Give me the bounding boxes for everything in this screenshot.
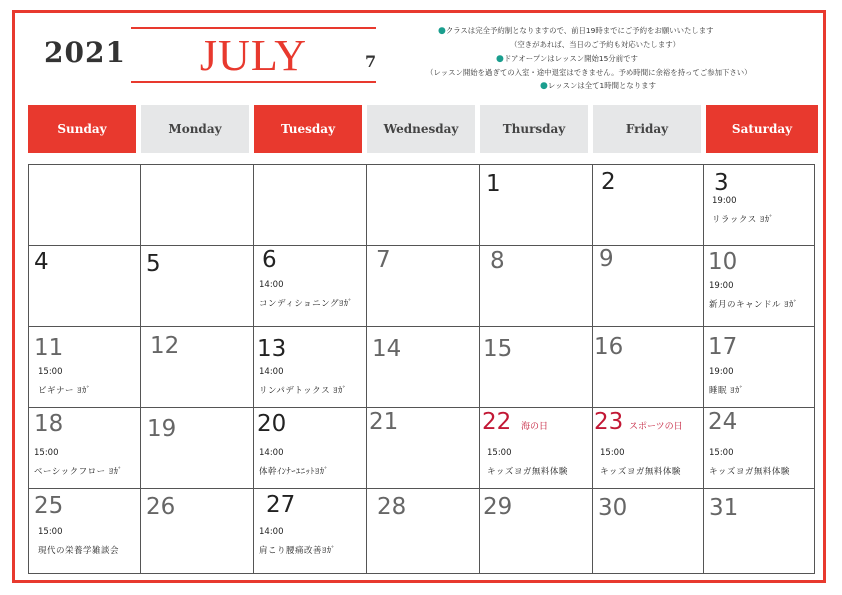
month-number: 7 [365, 52, 377, 71]
day-cell-11[interactable] [28, 326, 141, 408]
note-line: ●クラスは完全予約制となりますので、前日19時までにご予約をお願いいたします [438, 26, 714, 36]
lesson-name: リンパデトックス ﾖｶﾞ [259, 386, 348, 396]
day-number: 26 [146, 494, 176, 520]
month-title: JULY [199, 31, 308, 80]
lesson-name: コンディショニングﾖｶﾞ [259, 299, 353, 309]
day-number: 4 [34, 249, 49, 275]
day-number: 10 [708, 249, 738, 275]
day-cell-7[interactable] [366, 245, 480, 327]
day-cell-13[interactable] [253, 326, 367, 408]
lesson-time: 19:00 [709, 367, 734, 377]
lesson-time: 19:00 [709, 281, 734, 291]
lesson-time: 15:00 [34, 448, 59, 458]
day-number: 21 [369, 409, 399, 435]
day-cell-4[interactable] [28, 245, 141, 327]
day-cell-2[interactable] [592, 164, 704, 246]
day-cell-15[interactable] [479, 326, 593, 408]
lesson-name: 現代の栄養学雑談会 [38, 546, 120, 556]
lesson-name: キッズヨガ無料体験 [487, 467, 568, 477]
day-cell-25[interactable] [28, 488, 141, 574]
lesson-name: 体幹ｲﾝﾅｰﾕﾆｯﾄﾖｶﾞ [259, 467, 329, 477]
weekday-thursday: Thursday [480, 105, 588, 153]
day-cell-9[interactable] [592, 245, 704, 327]
day-number: 13 [257, 336, 287, 362]
lesson-name: 睡眠 ﾖｶﾞ [709, 386, 744, 396]
lesson-time: 19:00 [712, 196, 737, 206]
day-cell-14[interactable] [366, 326, 480, 408]
day-cell-3[interactable] [703, 164, 815, 246]
lesson-time: 14:00 [259, 527, 284, 537]
day-cell-19[interactable] [140, 407, 254, 489]
lesson-time: 15:00 [38, 527, 63, 537]
day-number: 19 [147, 416, 177, 442]
studio-notes [410, 24, 810, 93]
day-cell-12[interactable] [140, 326, 254, 408]
day-number: 22 [482, 409, 512, 435]
note-line: ●レッスンは全て1時間となります [540, 81, 656, 92]
day-number: 3 [714, 170, 729, 196]
day-cell-10[interactable] [703, 245, 815, 327]
lesson-name: 肩こり腰痛改善ﾖｶﾞ [259, 546, 336, 556]
weekday-monday: Monday [141, 105, 249, 153]
bullet-icon: ● [438, 26, 446, 36]
lesson-name: キッズヨガ無料体験 [600, 467, 681, 477]
note-line: （空きがあれば、当日のご予約も対応いたします） [510, 40, 680, 50]
day-number: 9 [599, 246, 614, 272]
day-cell-5[interactable] [140, 245, 254, 327]
empty-day-cell [28, 164, 141, 246]
day-number: 8 [490, 248, 505, 274]
empty-day-cell [366, 164, 480, 246]
lesson-time: 14:00 [259, 280, 284, 290]
day-cell-20[interactable] [253, 407, 367, 489]
empty-day-cell [140, 164, 254, 246]
day-number: 20 [257, 411, 287, 437]
title-rule-bottom [131, 81, 376, 83]
day-number: 2 [601, 169, 616, 195]
day-number: 17 [708, 334, 738, 360]
day-number: 5 [146, 251, 161, 277]
lesson-time: 15:00 [38, 367, 63, 377]
day-number: 31 [709, 495, 739, 521]
year-label: 2021 [44, 36, 126, 69]
day-number: 27 [266, 492, 296, 518]
lesson-time: 15:00 [487, 448, 512, 458]
day-cell-8[interactable] [479, 245, 593, 327]
weekday-sunday: Sunday [28, 105, 136, 153]
holiday-name: 海の日 [521, 422, 549, 432]
lesson-time: 14:00 [259, 367, 284, 377]
note-line: ●ドアオープンはレッスン開始15分前です [496, 53, 638, 64]
day-cell-28[interactable] [366, 488, 480, 574]
lesson-name: ビギナー ﾖｶﾞ [38, 386, 91, 396]
day-number: 15 [483, 336, 513, 362]
day-number: 1 [486, 171, 501, 197]
day-number: 23 [594, 409, 624, 435]
day-cell-26[interactable] [140, 488, 254, 574]
day-cell-23[interactable] [592, 407, 704, 489]
bullet-icon: ● [540, 81, 548, 92]
day-number: 28 [377, 494, 407, 520]
bullet-icon: ● [496, 53, 504, 64]
day-cell-18[interactable] [28, 407, 141, 489]
day-cell-27[interactable] [253, 488, 367, 574]
day-number: 6 [262, 247, 277, 273]
day-number: 16 [594, 334, 624, 360]
day-cell-21[interactable] [366, 407, 480, 489]
weekday-friday: Friday [593, 105, 701, 153]
day-number: 11 [34, 335, 64, 361]
lesson-name: ベーシックフロー ﾖｶﾞ [34, 467, 123, 477]
lesson-name: 新月のキャンドル ﾖｶﾞ [709, 300, 798, 310]
lesson-name: キッズヨガ無料体験 [709, 467, 790, 477]
day-number: 18 [34, 411, 64, 437]
weekday-saturday: Saturday [706, 105, 818, 153]
day-cell-6[interactable] [253, 245, 367, 327]
day-number: 7 [376, 247, 391, 273]
day-cell-31[interactable] [703, 488, 815, 574]
weekday-tuesday: Tuesday [254, 105, 362, 153]
note-line: （レッスン開始を過ぎての入室・途中退室はできません。予め時間に余裕を持ってご参加下さい） [426, 67, 752, 77]
lesson-time: 14:00 [259, 448, 284, 458]
empty-day-cell [253, 164, 367, 246]
day-cell-1[interactable] [479, 164, 593, 246]
day-cell-30[interactable] [592, 488, 704, 574]
day-number: 25 [34, 493, 64, 519]
day-number: 29 [483, 494, 513, 520]
weekday-wednesday: Wednesday [367, 105, 475, 153]
day-cell-16[interactable] [592, 326, 704, 408]
day-number: 24 [708, 409, 738, 435]
day-number: 12 [150, 333, 180, 359]
day-cell-29[interactable] [479, 488, 593, 574]
lesson-name: リラックス ﾖｶﾞ [712, 215, 774, 225]
day-number: 14 [372, 336, 402, 362]
holiday-name: スポーツの日 [629, 422, 683, 432]
day-cell-24[interactable] [703, 407, 815, 489]
lesson-time: 15:00 [600, 448, 625, 458]
day-cell-17[interactable] [703, 326, 815, 408]
day-cell-22[interactable] [479, 407, 593, 489]
title-rule-top [131, 27, 376, 29]
lesson-time: 15:00 [709, 448, 734, 458]
day-number: 30 [598, 495, 628, 521]
